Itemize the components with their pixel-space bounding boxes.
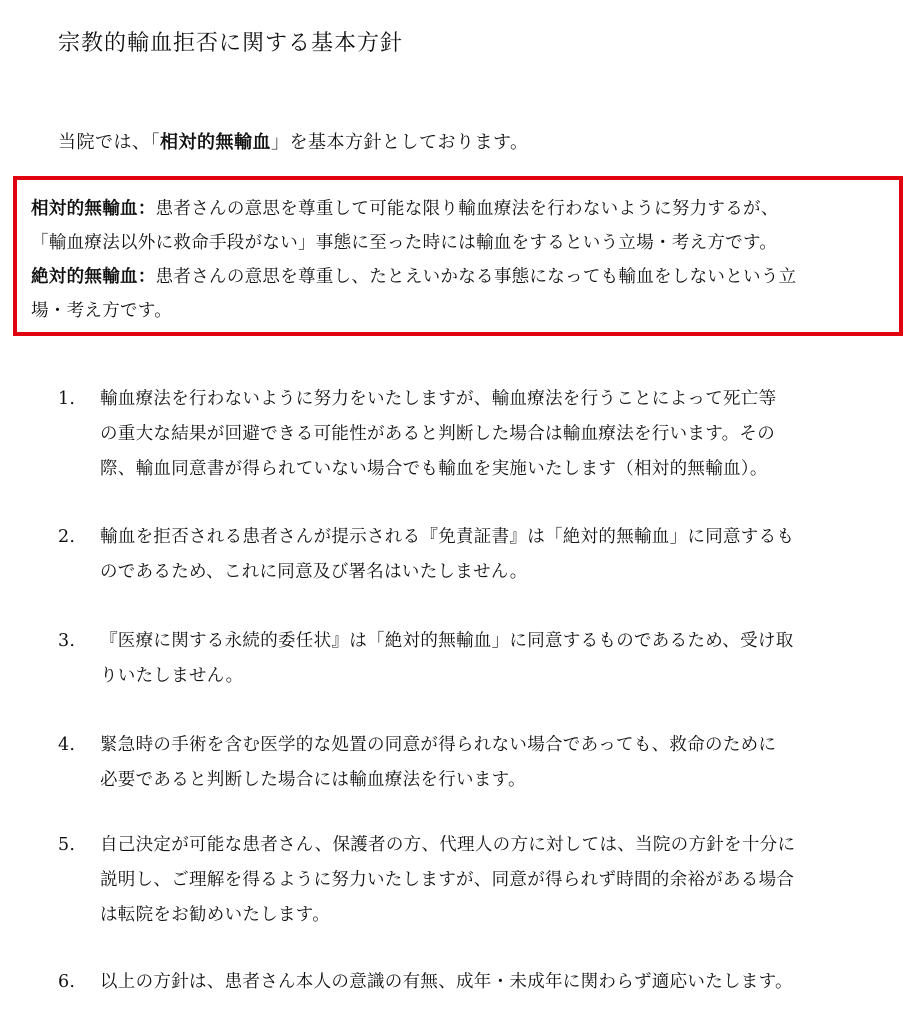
policy-item-5 xyxy=(58,828,868,933)
item-line: 緊急時の手術を含む医学的な処置の同意が得られない場合であっても、救命のために xyxy=(100,735,777,755)
policy-item-1 xyxy=(58,382,868,487)
intro-prefix: 当院では、「 xyxy=(58,132,160,153)
item-line: 輸血療法を行わないように努力をいたしますが、輸血療法を行うことによって死亡等 xyxy=(100,389,777,409)
item-number: 4. xyxy=(58,735,76,755)
relative-separator: ： xyxy=(137,199,156,219)
relative-text-1: 患者さんの意思を尊重して可能な限り輸血療法を行わないように努力するが、 xyxy=(155,199,779,219)
item-line: の重大な結果が回避できる可能性があると判断した場合は輸血療法を行います。その xyxy=(100,424,775,444)
relative-definition-line-2: 「輸血療法以外に救命手段がない」事態に至った時には輸血をするという立場・考え方です。 xyxy=(31,233,778,253)
item-number: 6. xyxy=(58,972,76,992)
intro-text xyxy=(58,128,529,154)
item-line: のであるため、これに同意及び署名はいたしません。 xyxy=(100,562,528,582)
item-line: 際、輸血同意書が得られていない場合でも輸血を実施いたします（相対的無輸血）。 xyxy=(100,459,768,479)
intro-suffix: 」を基本方針としております。 xyxy=(271,132,529,153)
absolute-term: 絶対的無輸血 xyxy=(31,267,138,287)
item-line: は転院をお勧めいたします。 xyxy=(100,905,330,925)
definition-box xyxy=(13,176,903,336)
item-line: 『医療に関する永続的委任状』は「絶対的無輸血」に同意するものであるため、受け取 xyxy=(100,631,794,651)
item-line: 必要であると判断した場合には輸血療法を行います。 xyxy=(100,770,526,790)
item-line: 説明し、ご理解を得るように努力いたしますが、同意が得られず時間的余裕がある場合 xyxy=(100,870,795,890)
item-number: 2. xyxy=(58,527,76,547)
item-number: 3. xyxy=(58,631,76,651)
absolute-definition-line-2: 場・考え方です。 xyxy=(31,301,172,321)
item-number: 5. xyxy=(58,835,76,855)
item-line: 輸血を拒否される患者さんが提示される『免責証書』は「絶対的無輸血」に同意するも xyxy=(100,527,795,547)
relative-term: 相対的無輸血 xyxy=(31,199,138,219)
item-number: 1. xyxy=(58,389,76,409)
page-title: 宗教的輸血拒否に関する基本方針 xyxy=(58,31,404,56)
item-line: 以上の方針は、患者さん本人の意識の有無、成年・未成年に関わらず適応いたします。 xyxy=(100,972,793,992)
policy-item-3 xyxy=(58,624,868,694)
policy-item-6 xyxy=(58,965,868,1000)
absolute-separator: ： xyxy=(137,267,156,287)
absolute-text-1: 患者さんの意思を尊重し、たとえいかなる事態になっても輸血をしないという立 xyxy=(155,267,797,287)
policy-item-2 xyxy=(58,520,868,590)
absolute-definition-line-1 xyxy=(31,260,889,294)
relative-definition-line-1 xyxy=(31,192,889,226)
item-line: りいたしません。 xyxy=(100,666,244,686)
intro-bold-term: 相対的無輸血 xyxy=(160,132,271,153)
item-line: 自己決定が可能な患者さん、保護者の方、代理人の方に対しては、当院の方針を十分に xyxy=(100,835,796,855)
policy-item-4 xyxy=(58,728,868,798)
